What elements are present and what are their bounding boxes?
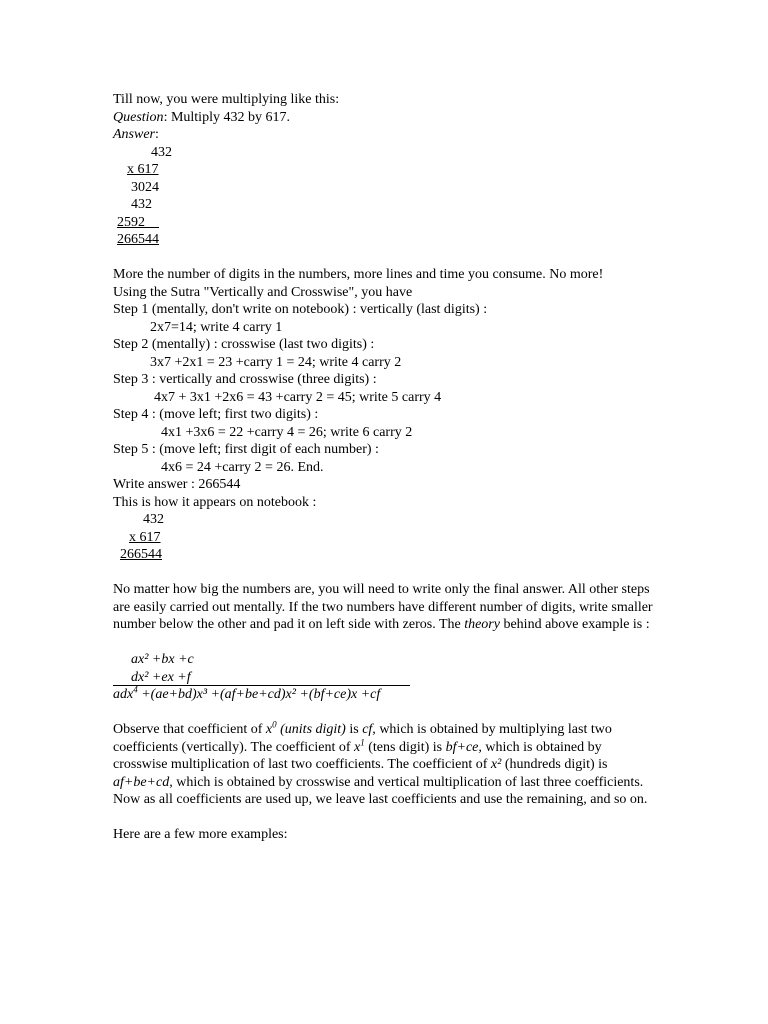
question-label: Question bbox=[113, 109, 164, 125]
poly-line-2: dx² +ex +f bbox=[113, 669, 658, 687]
more-examples-line: Here are a few more examples: bbox=[113, 827, 288, 842]
paragraph-observe: Observe that coefficient of $x^0$ (units digit) is cf, which is obtained by multiplying last two coefficients (vertically). The coefficient of $x^1$ (tens digit) is bf+ce, which is obtained by crosswise multiplication of last two coefficients. The coefficient of x² (hundreds digit) is af+be+cd, which is obtained by crosswise and vertical multiplication of last three coefficients. Now as all coefficients are used up, we leave last coefficients and use the remaining, and so on. bbox=[113, 719, 648, 807]
notebook-total: 266544 bbox=[120, 547, 162, 562]
notebook-multiplicand: 432 bbox=[143, 512, 164, 527]
step-3-detail: 4x7 + 3x1 +2x6 = 43 +carry 2 = 45; write 5 carry 4 bbox=[154, 389, 442, 405]
step-2-detail: 3x7 +2x1 = 23 +carry 1 = 24; write 4 carry 2 bbox=[150, 354, 402, 370]
step-3-title: Step 3 : vertically and crosswise (three digits) : bbox=[113, 372, 377, 387]
paragraph-using-sutra: Using the Sutra "Vertically and Crosswise", you have bbox=[113, 284, 413, 300]
theory-word: theory bbox=[464, 617, 500, 632]
question-text: : Multiply 432 by 617. bbox=[163, 109, 290, 125]
notebook-intro-line: This is how it appears on notebook : bbox=[113, 494, 317, 510]
step-1-detail: 2x7=14; write 4 carry 1 bbox=[150, 319, 283, 335]
long-mult-partial-3: 2592 bbox=[117, 214, 145, 230]
step-4-detail: 4x1 +3x6 = 22 +carry 4 = 26; write 6 carry 2 bbox=[161, 424, 413, 440]
notebook-multiplier: x 617 bbox=[129, 529, 161, 545]
write-answer-line: Write answer : 266544 bbox=[113, 477, 241, 492]
long-mult-multiplier: x 617 bbox=[127, 162, 159, 177]
paragraph-more-digits: More the number of digits in the numbers, more lines and time you consume. No more! bbox=[113, 267, 604, 282]
poly-line-1: ax² +bx +c bbox=[131, 652, 194, 667]
step-5-detail: 4x6 = 24 +carry 2 = 26. End. bbox=[161, 459, 324, 475]
answer-label: Answer bbox=[113, 127, 155, 142]
step-1-title: Step 1 (mentally, don't write on notebook) : vertically (last digits) : bbox=[113, 302, 488, 317]
long-mult-multiplicand: 432 bbox=[151, 144, 172, 160]
step-2-title: Step 2 (mentally) : crosswise (last two digits) : bbox=[113, 337, 375, 352]
long-mult-total: 266544 bbox=[117, 232, 159, 247]
document-content bbox=[113, 91, 658, 844]
poly-result: adx$^4$ +(ae+bd)x³ +(af+be+cd)x² +(bf+ce)x +cf bbox=[113, 684, 381, 702]
intro-line: Till now, you were multiplying like this: bbox=[113, 92, 340, 107]
step-5-title: Step 5 : (move left; first digit of each number) : bbox=[113, 442, 379, 457]
long-mult-partial-1: 3024 bbox=[131, 179, 159, 195]
paragraph-no-matter: No matter how big the numbers are, you will need to write only the final answer. All other steps are easily carried out mentally. If the two numbers have different number of digits, write smaller number below the other and pad it on left side with zeros. The theory behind above example is : bbox=[113, 582, 653, 632]
answer-line: Answer: bbox=[113, 127, 159, 142]
long-mult-partial-2: 432 bbox=[131, 197, 152, 212]
question-line bbox=[113, 109, 658, 127]
step-4-title: Step 4 : (move left; first two digits) : bbox=[113, 407, 319, 422]
